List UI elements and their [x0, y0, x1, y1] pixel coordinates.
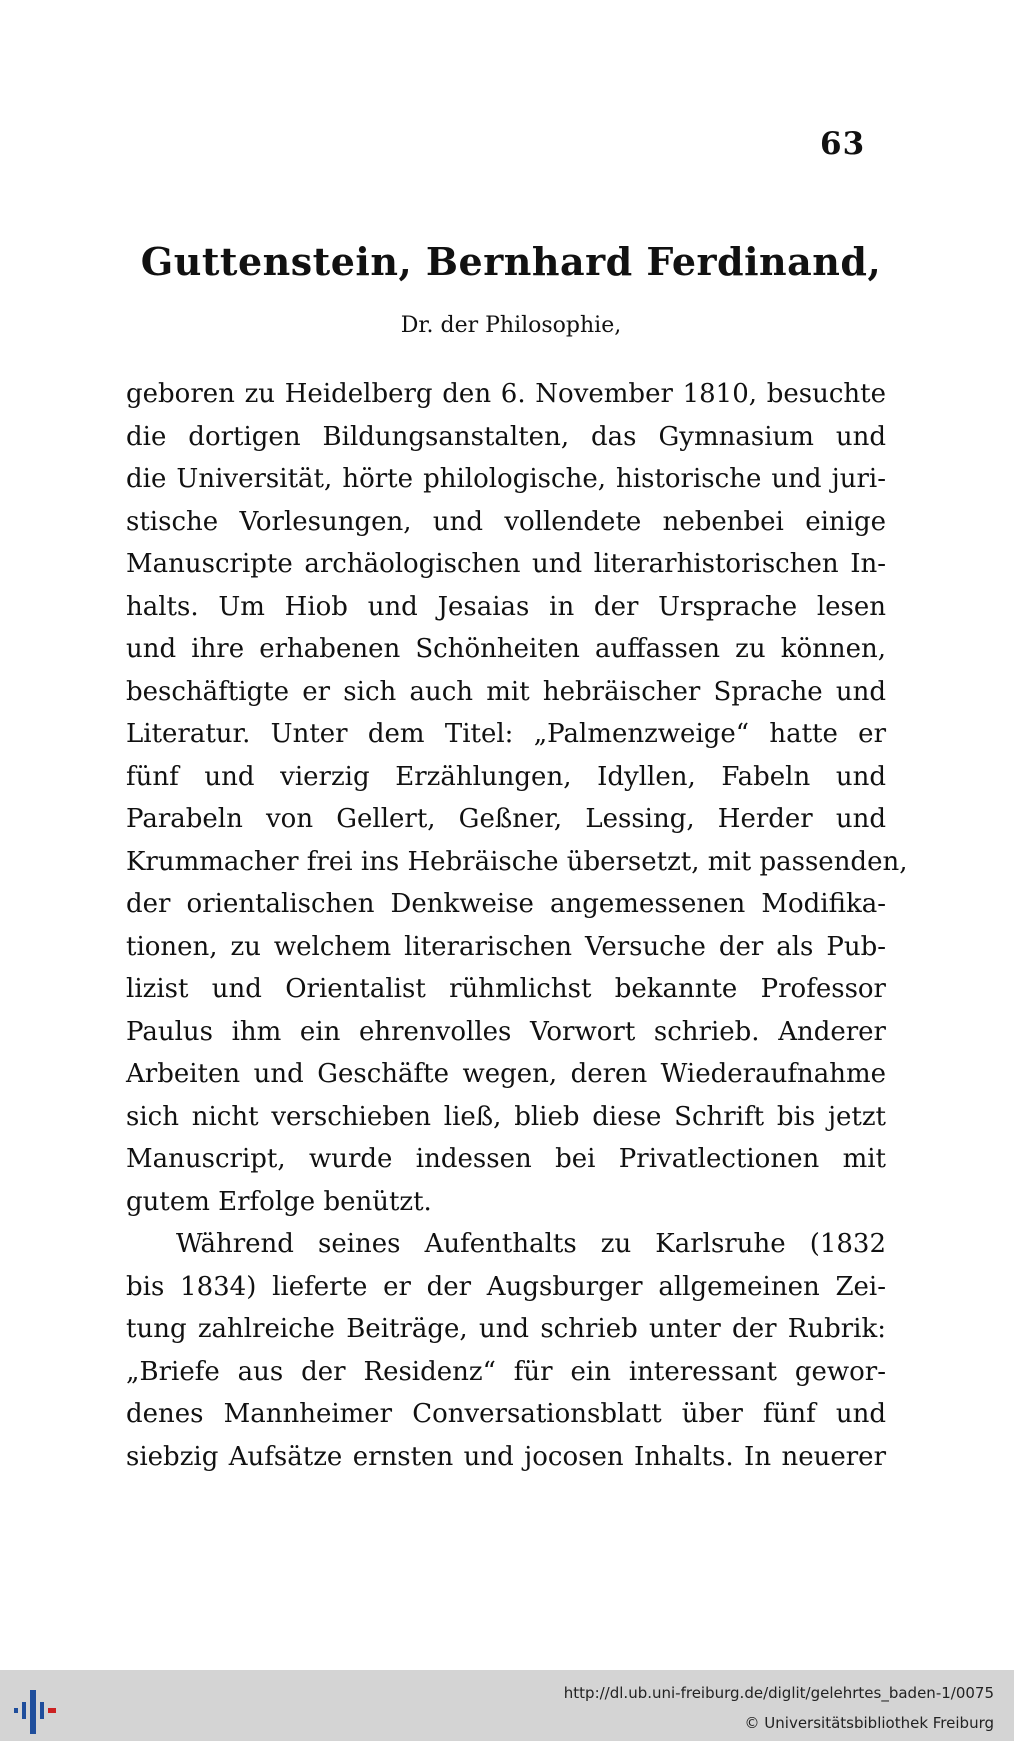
text-line: Parabeln von Gellert, Geßner, Lessing, Herder und: [126, 804, 886, 834]
text-line: Manuscripte archäologischen und literarhistorischen In-: [126, 549, 886, 579]
text-line: Arbeiten und Geschäfte wegen, deren Wiederaufnahme: [126, 1059, 886, 1089]
text-line: geboren zu Heidelberg den 6. November 1810, besuchte: [126, 379, 886, 409]
text-line: siebzig Aufsätze ernsten und jocosen Inhalts. In neuerer: [126, 1441, 886, 1472]
viewer-footer: [0, 1670, 1014, 1741]
text-line: tionen, zu welchem literarischen Versuche der als Pub-: [126, 931, 886, 962]
text-line: die dortigen Bildungsanstalten, das Gymnasium und: [126, 421, 886, 452]
text-line: lizist und Orientalist rühmlichst bekannte Professor: [126, 974, 886, 1004]
text-line: der orientalischen Denkweise angemessenen Modifika-: [126, 889, 886, 919]
text-line: die Universität, hörte philologische, historische und juri-: [126, 464, 886, 494]
text-line: beschäftigte er sich auch mit hebräischer Sprache und: [126, 676, 886, 707]
text-line: gutem Erfolge benützt.: [126, 1186, 432, 1217]
entry-heading: Guttenstein, Bernhard Ferdinand,: [140, 239, 882, 284]
text-line: und ihre erhabenen Schönheiten auffassen zu können,: [126, 634, 886, 664]
text-line: Während seines Aufenthalts zu Karlsruhe (1832: [176, 1229, 886, 1259]
text-line: Krummacher frei ins Hebräische übersetzt, mit passenden,: [126, 846, 908, 877]
text-line: „Briefe aus der Residenz“ für ein interessant gewor-: [126, 1356, 886, 1387]
text-line: stische Vorlesungen, und vollendete nebenbei einige: [126, 506, 886, 537]
text-line: Literatur. Unter dem Titel: „Palmenzweige“ hatte er: [126, 719, 886, 749]
text-line: Manuscript, wurde indessen bei Privatlectionen mit: [126, 1144, 886, 1174]
document-url-link[interactable]: http://dl.ub.uni-freiburg.de/diglit/gelehrtes_baden-1/0075: [563, 1684, 994, 1702]
text-line: sich nicht verschieben ließ, blieb diese Schrift bis jetzt: [126, 1101, 886, 1132]
text-line: denes Mannheimer Conversationsblatt über fünf und: [126, 1399, 886, 1429]
text-line: halts. Um Hiob und Jesaias in der Ursprache lesen: [126, 591, 886, 622]
text-line: fünf und vierzig Erzählungen, Idyllen, Fabeln und: [126, 761, 886, 792]
text-line: Paulus ihm ein ehrenvolles Vorwort schrieb. Anderer: [126, 1016, 886, 1047]
page-number: 63: [820, 126, 866, 162]
entry-subheading: Dr. der Philosophie,: [400, 313, 622, 338]
ub-freiburg-logo-icon: [10, 1682, 66, 1736]
text-line: tung zahlreiche Beiträge, und schrieb unter der Rubrik:: [126, 1314, 886, 1344]
text-line: bis 1834) lieferte er der Augsburger allgemeinen Zei-: [126, 1271, 886, 1302]
body-text: [126, 373, 908, 1478]
copyright-notice: © Universitätsbibliothek Freiburg: [744, 1714, 994, 1732]
